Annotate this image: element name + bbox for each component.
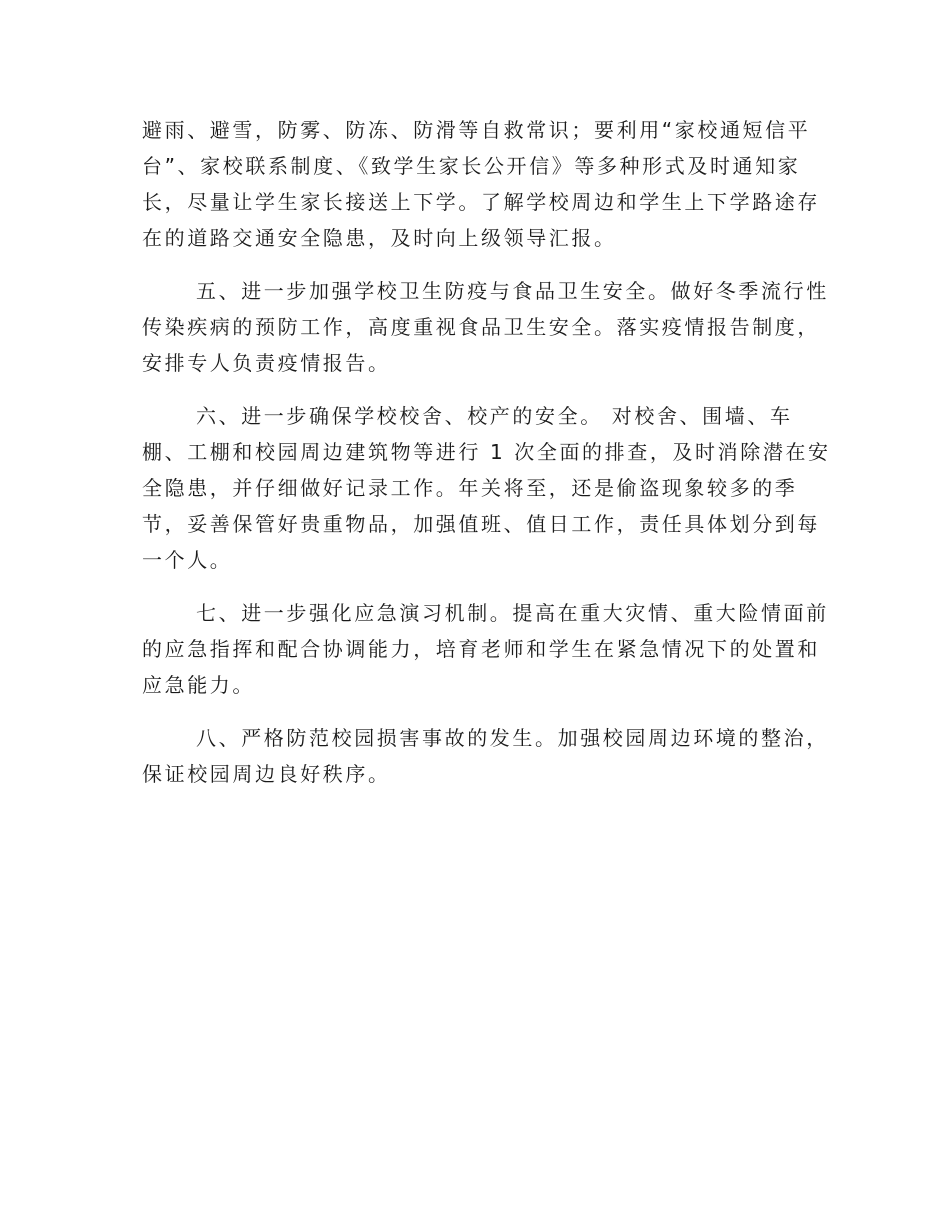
paragraph-section-5 — [142, 273, 829, 381]
paragraph-continued — [142, 112, 820, 256]
text-line: 全隐患，并仔细做好记录工作。年关将至，还是偷盗现象较多的季 — [142, 476, 798, 500]
text-line: 传染疾病的预防工作，高度重视食品卫生安全。落实疫情报告制度， — [142, 315, 820, 339]
text-line: 应急能力。 — [142, 673, 255, 697]
paragraph-section-6 — [142, 398, 831, 578]
text-line: 五、进一步加强学校卫生防疫与食品卫生安全。做好冬季流行性 — [196, 279, 829, 303]
text-line: 长，尽量让学生家长接送上下学。了解学校周边和学生上下学路途存 — [142, 190, 820, 214]
text-line: 棚、工棚和校园周边建筑物等进行 1 次全面的排查，及时消除潜在安 — [142, 440, 831, 464]
text-line: 保证校园周边良好秩序。 — [142, 762, 391, 786]
text-line: 六、进一步确保学校校舍、校产的安全。 对校舍、围墙、车 — [196, 404, 793, 428]
paragraph-section-7 — [142, 595, 829, 703]
text-line: 台”、家校联系制度、《致学生家长公开信》等多种形式及时通知家 — [142, 154, 801, 178]
text-line: 七、进一步强化应急演习机制。提高在重大灾情、重大险情面前 — [196, 601, 829, 625]
text-line: 一个人。 — [142, 548, 233, 572]
document-body — [142, 112, 831, 809]
text-line: 八、严格防范校园损害事故的发生。加强校园周边环境的整治， — [196, 726, 829, 750]
text-line: 安排专人负责疫情报告。 — [142, 351, 391, 375]
text-line: 的应急指挥和配合协调能力，培育老师和学生在紧急情况下的处置和 — [142, 637, 820, 661]
paragraph-section-8 — [142, 720, 829, 792]
text-line: 节，妥善保管好贵重物品，加强值班、值日工作，责任具体划分到每 — [142, 512, 820, 536]
text-line: 在的道路交通安全隐患，及时向上级领导汇报。 — [142, 226, 617, 250]
text-line: 避雨、避雪，防雾、防冻、防滑等自救常识；要利用“家校通短信平 — [142, 118, 811, 142]
